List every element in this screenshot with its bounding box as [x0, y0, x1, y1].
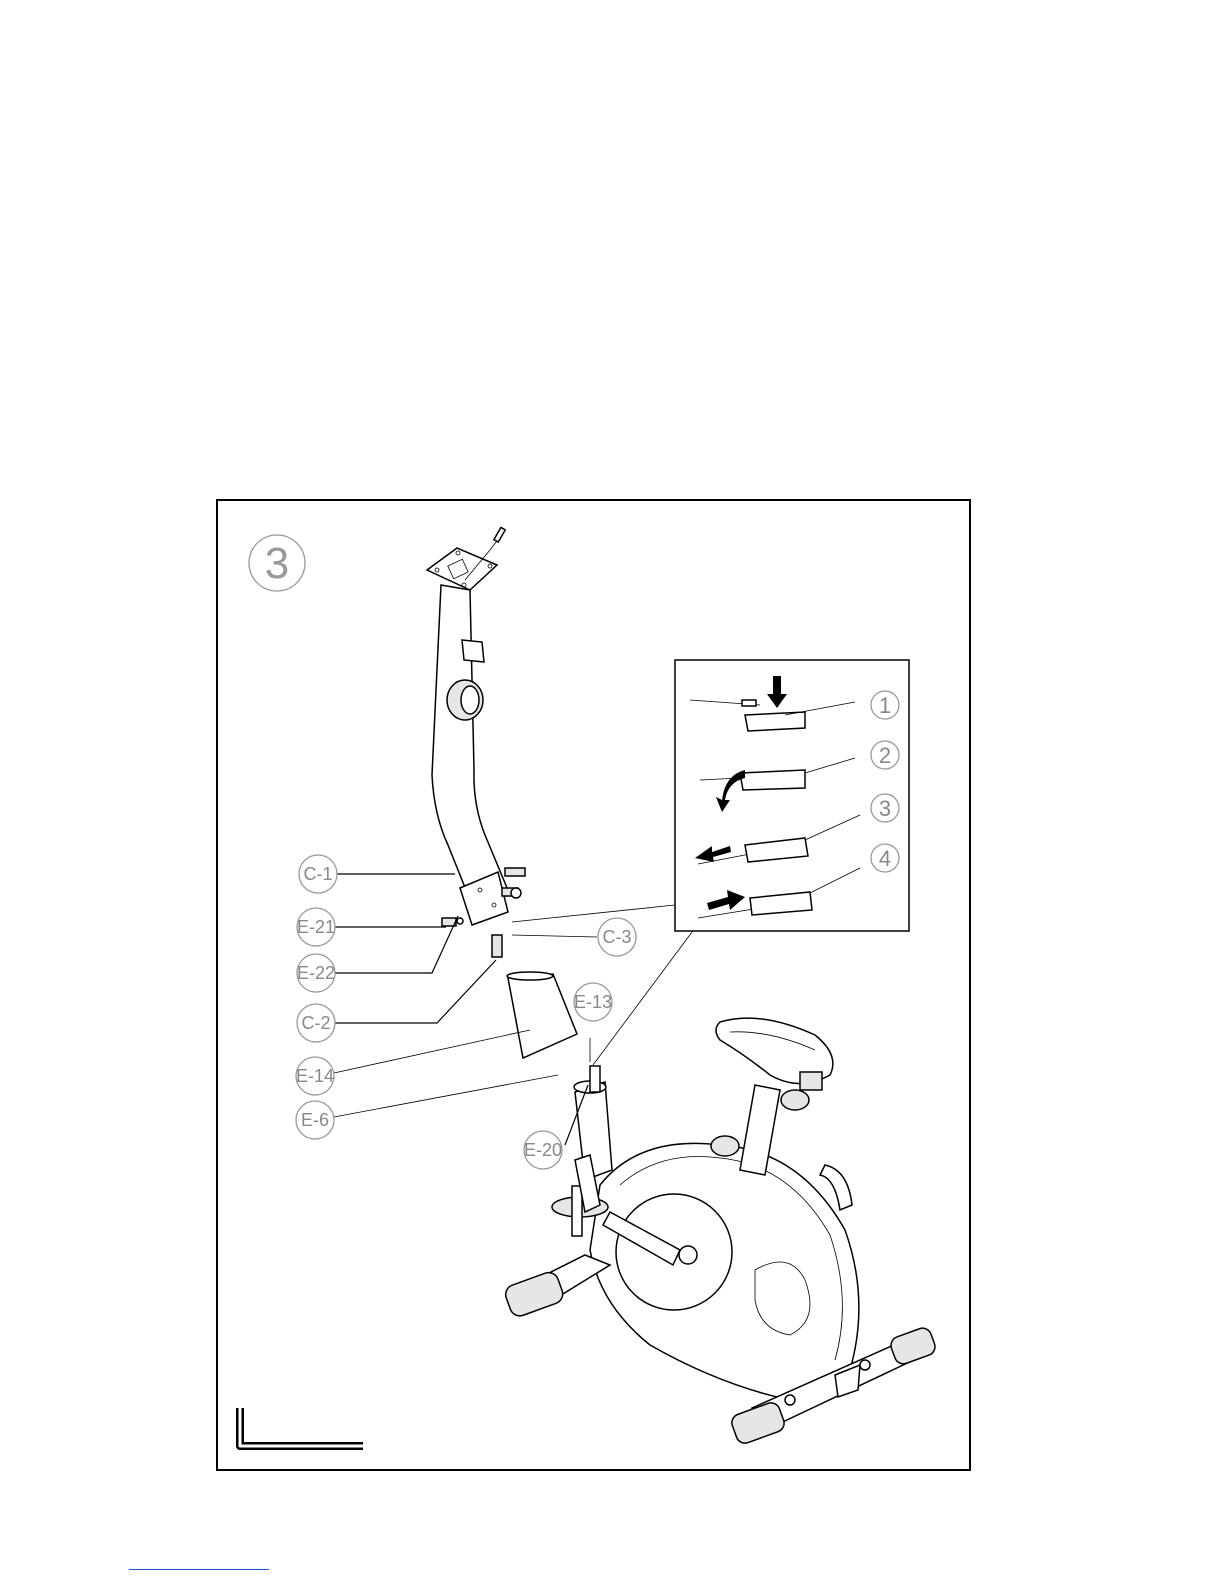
- exercise-bike-frame: [503, 1018, 938, 1446]
- callout-e14: [296, 1057, 334, 1095]
- callout-label: C-3: [602, 927, 632, 947]
- inset-step-number: 3: [878, 796, 892, 821]
- callout-label: E-6: [300, 1110, 330, 1130]
- inset-step-number: 4: [878, 846, 892, 871]
- callout-e6: [296, 1101, 334, 1139]
- callout-e22: [297, 954, 335, 992]
- cable-connection-inset: [675, 660, 909, 931]
- inset-step-number: 1: [878, 693, 892, 718]
- callout-c3: [598, 918, 636, 956]
- callout-label: E-22: [296, 963, 336, 983]
- callout-e20: [524, 1131, 562, 1169]
- handlebar-post: [427, 527, 525, 957]
- callout-c1: [299, 855, 337, 893]
- allen-key-icon: [240, 1408, 363, 1446]
- callout-label: E-21: [296, 917, 336, 937]
- cover-e14: [507, 972, 577, 1058]
- callout-e13: [574, 983, 612, 1021]
- callout-label: C-2: [301, 1013, 331, 1033]
- callout-label: C-1: [303, 864, 333, 884]
- bottom-rule: [129, 1569, 269, 1570]
- callout-label: E-20: [523, 1140, 563, 1160]
- inset-step-number: 2: [878, 743, 892, 768]
- callout-c2: [297, 1004, 335, 1042]
- step-number-badge: [249, 535, 305, 591]
- step-number: 3: [264, 539, 290, 588]
- callout-e21: [297, 908, 335, 946]
- callout-label: E-13: [573, 992, 613, 1012]
- callout-label: E-14: [295, 1066, 335, 1086]
